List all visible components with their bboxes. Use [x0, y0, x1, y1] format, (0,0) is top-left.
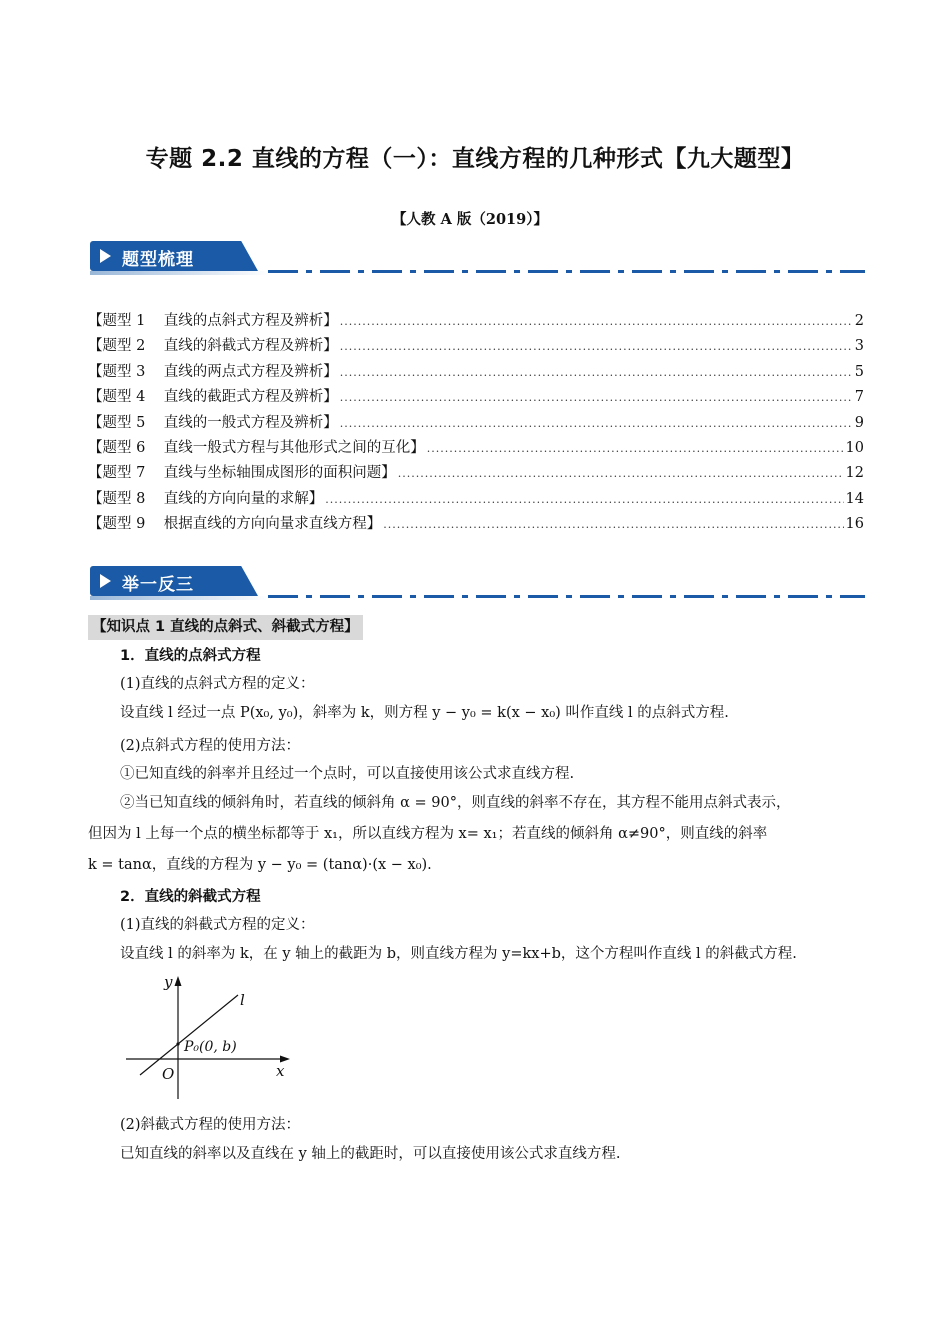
section-title: 2．直线的斜截式方程	[120, 889, 261, 905]
subsection-title: (2)斜截式方程的使用方法：	[120, 1117, 301, 1133]
usage-text: 已知直线的斜率以及直线在 y 轴上的截距时，可以直接使用该公式求直线方程.	[120, 1146, 621, 1162]
subsection-title: (1)直线的点斜式方程的定义：	[120, 676, 315, 692]
toc-item[interactable]: 【题型 5 直线的一般式方程及辨析】 ..... 9	[88, 411, 864, 436]
play-icon	[100, 574, 111, 588]
section-title: 1．直线的点斜式方程	[120, 648, 261, 664]
slope-intercept-figure	[120, 965, 300, 1103]
toc-page: 7	[854, 389, 864, 406]
y-axis-label: y	[164, 973, 173, 991]
intercept-point	[176, 1042, 179, 1045]
toc-item[interactable]: 【题型 3 直线的两点式方程及辨析】 ..... 5	[88, 360, 864, 385]
table-of-contents	[88, 309, 864, 538]
line-label: l	[240, 991, 245, 1009]
toc-banner-label: 题型梳理	[122, 250, 194, 270]
toc-page: 16	[845, 516, 864, 533]
toc-page: 5	[854, 363, 864, 380]
y-axis-arrow	[175, 976, 182, 986]
subsection-title: (1)直线的斜截式方程的定义：	[120, 917, 315, 933]
toc-item[interactable]: 【题型 9 根据直线的方向向量求直线方程】 ..... 16	[88, 512, 864, 537]
practice-banner	[90, 566, 865, 600]
toc-item[interactable]: 【题型 8 直线的方向向量的求解】 ..... 14	[88, 487, 864, 512]
x-axis-label: x	[276, 1062, 285, 1080]
toc-page: 10	[845, 439, 864, 456]
origin-label: O	[162, 1065, 175, 1083]
toc-page: 2	[854, 313, 864, 329]
edition-subtitle: 【人教 A 版（2019）】	[392, 211, 548, 228]
usage-text: k = tanα，直线的方程为 y − y₀ = (tanα)·(x − x₀).	[88, 857, 432, 873]
practice-banner-label: 举一反三	[122, 575, 194, 595]
toc-banner	[90, 241, 865, 275]
toc-page: 9	[854, 414, 864, 431]
toc-page: 12	[845, 465, 864, 482]
page-title: 专题 2.2 直线的方程（一）：直线方程的几种形式【九大题型】	[145, 146, 805, 172]
dashed-divider	[268, 270, 865, 273]
line-l	[140, 995, 238, 1075]
toc-item[interactable]: 【题型 2 直线的斜截式方程及辨析】 ..... 3	[88, 334, 864, 359]
usage-text: ②当已知直线的倾斜角时，若直线的倾斜角 α = 90°，则直线的斜率不存在，其方程不能用点斜式表示，	[120, 795, 791, 811]
play-icon	[100, 249, 111, 263]
toc-page: 3	[854, 338, 864, 355]
definition-text: 设直线 l 经过一点 P(x₀, y₀)，斜率为 k，则方程 y − y₀ = k(x − x₀) 叫作直线 l 的点斜式方程.	[120, 705, 729, 721]
definition-text: 设直线 l 的斜率为 k，在 y 轴上的截距为 b，则直线方程为 y=kx+b，这个方程叫作直线 l 的斜截式方程.	[120, 946, 797, 962]
usage-text: ①已知直线的斜率并且经过一个点时，可以直接使用该公式求直线方程.	[120, 766, 575, 782]
toc-page: 14	[845, 490, 864, 507]
toc-item[interactable]: 【题型 7 直线与坐标轴围成图形的面积问题】 ..... 12	[88, 461, 864, 486]
toc-item[interactable]: 【题型 6 直线一般式方程与其他形式之间的互化】 ..... 10	[88, 436, 864, 461]
subsection-title: (2)点斜式方程的使用方法：	[120, 738, 301, 754]
toc-item[interactable]: 【题型 4 直线的截距式方程及辨析】 ..... 7	[88, 385, 864, 410]
point-label: P₀(0, b)	[184, 1039, 237, 1055]
usage-text: 但因为 l 上每一个点的横坐标都等于 x₁，所以直线方程为 x= x₁；若直线的倾斜角 α≠90°，则直线的斜率	[88, 826, 768, 842]
knowledge-point-heading: 【知识点 1 直线的点斜式、斜截式方程】	[88, 615, 363, 640]
dashed-divider	[268, 595, 865, 598]
toc-item[interactable]: 【题型 1 直线的点斜式方程及辨析】 ..... 2	[88, 309, 864, 334]
